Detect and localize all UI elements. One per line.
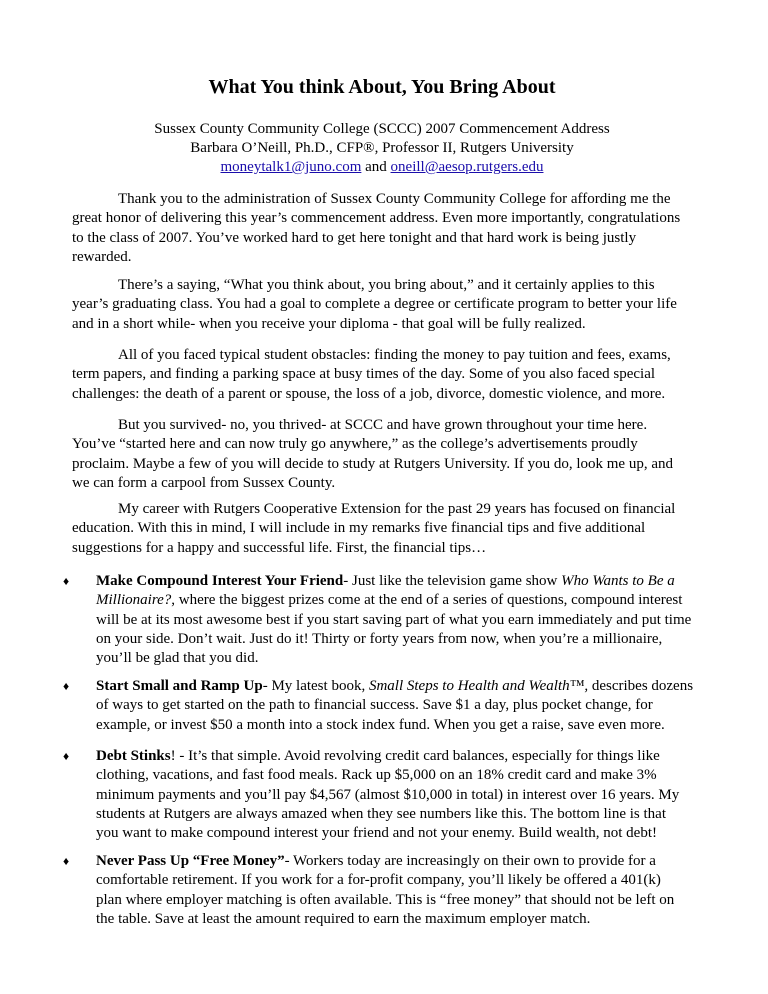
diamond-bullet-icon: ♦ xyxy=(63,574,70,588)
tip-heading: Start Small and Ramp Up xyxy=(96,678,263,694)
tip-text: - Just like the television game show xyxy=(343,573,562,589)
paragraph-line: challenges: the death of a parent or spouse, the loss of a job, divorce, domestic violence, and more. xyxy=(72,385,666,402)
tip-line: clothing, vacations, and fast food meals. Rack up $5,000 on an 18% credit card and make 3% xyxy=(96,767,657,784)
header-author-line: Barbara O’Neill, Ph.D., CFP®, Professor II, Rutgers University xyxy=(190,140,574,156)
email-link-rutgers[interactable]: oneill@aesop.rutgers.edu xyxy=(390,159,544,175)
tip-line xyxy=(96,572,700,591)
tip-line: on your side. Don’t wait. Just do it! Thirty or forty years from now, when you’re a millionaire, xyxy=(96,630,663,647)
header-contact-line xyxy=(72,158,692,177)
paragraph-line: rewarded. xyxy=(72,248,132,265)
email-link-juno[interactable]: moneytalk1@juno.com xyxy=(220,159,362,175)
paragraph-line: All of you faced typical student obstacles: finding the money to pay tuition and fees, exams, xyxy=(118,347,671,363)
tip-line xyxy=(96,677,700,696)
tip-line xyxy=(96,591,700,610)
header-and-text: and xyxy=(361,159,391,175)
paragraph-line: to the class of 2007. You’ve worked hard to get here tonight and that hard work is being justly xyxy=(72,229,637,246)
tip-body xyxy=(96,677,700,735)
tip-italic-text: Who Wants to Be a xyxy=(561,573,675,589)
tip-text: - Workers today are increasingly on their own to provide for a xyxy=(284,853,656,869)
tip-line: you’ll be glad that you did. xyxy=(96,650,259,667)
tip-heading: Debt Stinks xyxy=(96,748,171,764)
paragraph-5 xyxy=(72,500,698,558)
tip-text: , where the biggest prizes come at the end of a series of questions, compound interest xyxy=(171,592,683,609)
paragraph-line: proclaim. Maybe a few of you will decide to study at Rutgers University. If you do, look me up, and xyxy=(72,455,673,472)
tip-text: - My latest book, xyxy=(262,678,369,694)
tip-italic-text: Millionaire? xyxy=(96,592,172,609)
tip-line: will be at its most awesome best if you start saving part of what you earn immediately and put time xyxy=(96,611,692,628)
paragraph-line: education. With this in mind, I will include in my remarks five financial tips and five additional xyxy=(72,520,646,537)
tip-line: plan where employer matching is often available. This is “free money” that should not be left on xyxy=(96,891,675,908)
tip-line xyxy=(96,852,700,871)
paragraph-line: term papers, and finding a parking space at busy times of the day. Some of you also faced special xyxy=(72,366,656,383)
paragraph-line: Thank you to the administration of Sussex County Community College for affording me the xyxy=(118,191,671,207)
paragraph-4 xyxy=(72,416,698,493)
paragraph-line: My career with Rutgers Cooperative Extension for the past 29 years has focused on financial xyxy=(118,501,676,517)
tip-line: example, or invest $50 a month into a stock index fund. When you get a raise, save even more. xyxy=(96,716,665,733)
paragraph-line: and in a short while- when you receive your diploma - that goal will be fully realized. xyxy=(72,315,586,332)
paragraph-line: we can form a carpool from Sussex County. xyxy=(72,474,336,491)
paragraph-2 xyxy=(72,276,698,334)
diamond-bullet-icon: ♦ xyxy=(63,854,70,868)
paragraph-1 xyxy=(72,190,698,267)
paragraph-line: But you survived- no, you thrived- at SCCC and have grown throughout your time here. xyxy=(118,417,648,433)
tip-line: minimum payments and you’ll pay $4,567 (almost $10,000 in total) in interest over 16 years. My xyxy=(96,786,680,803)
tip-line: you want to make compound interest your friend and not your enemy. Build wealth, not debt! xyxy=(96,825,657,842)
paragraph-line: There’s a saying, “What you think about, you bring about,” and it certainly applies to this xyxy=(118,277,655,293)
paragraph-3 xyxy=(72,346,698,404)
diamond-bullet-icon: ♦ xyxy=(63,749,70,763)
address-header xyxy=(72,120,692,177)
paragraph-line: You’ve “started here and can now truly go anywhere,” as the college’s advertisements proudly xyxy=(72,436,638,453)
tip-line xyxy=(96,747,700,766)
tip-line: students at Rutgers are always amazed when they see numbers like this. The bottom line is that xyxy=(96,805,666,822)
tip-body xyxy=(96,852,700,929)
tip-italic-text: Small Steps to Health and Wealth™, xyxy=(368,678,589,694)
tip-body xyxy=(96,572,700,668)
paragraph-line: great honor of delivering this year’s commencement address. Even more importantly, congratulations xyxy=(72,210,681,227)
tip-line: of ways to get started on the path to financial success. Save $1 a day, plus pocket change, for xyxy=(96,697,653,714)
tip-line: the table. Save at least the amount required to earn the maximum employer match. xyxy=(96,910,591,927)
tip-heading: Never Pass Up “Free Money” xyxy=(96,853,285,869)
document-title: What You think About, You Bring About xyxy=(208,76,556,98)
tip-text: describes dozens xyxy=(588,678,694,694)
tip-heading: Make Compound Interest Your Friend xyxy=(96,573,344,589)
paragraph-line: suggestions for a happy and successful life. First, the financial tips… xyxy=(72,539,487,556)
header-event-line: Sussex County Community College (SCCC) 2007 Commencement Address xyxy=(154,121,610,137)
tip-text: ! - It’s that simple. Avoid revolving credit card balances, especially for things like xyxy=(170,748,660,764)
tip-line: comfortable retirement. If you work for a for-profit company, you’ll likely be offered a 401(k) xyxy=(96,872,661,889)
diamond-bullet-icon: ♦ xyxy=(63,679,70,693)
tip-body xyxy=(96,747,700,843)
paragraph-line: year’s graduating class. You had a goal to complete a degree or certificate program to better your life xyxy=(72,296,677,313)
